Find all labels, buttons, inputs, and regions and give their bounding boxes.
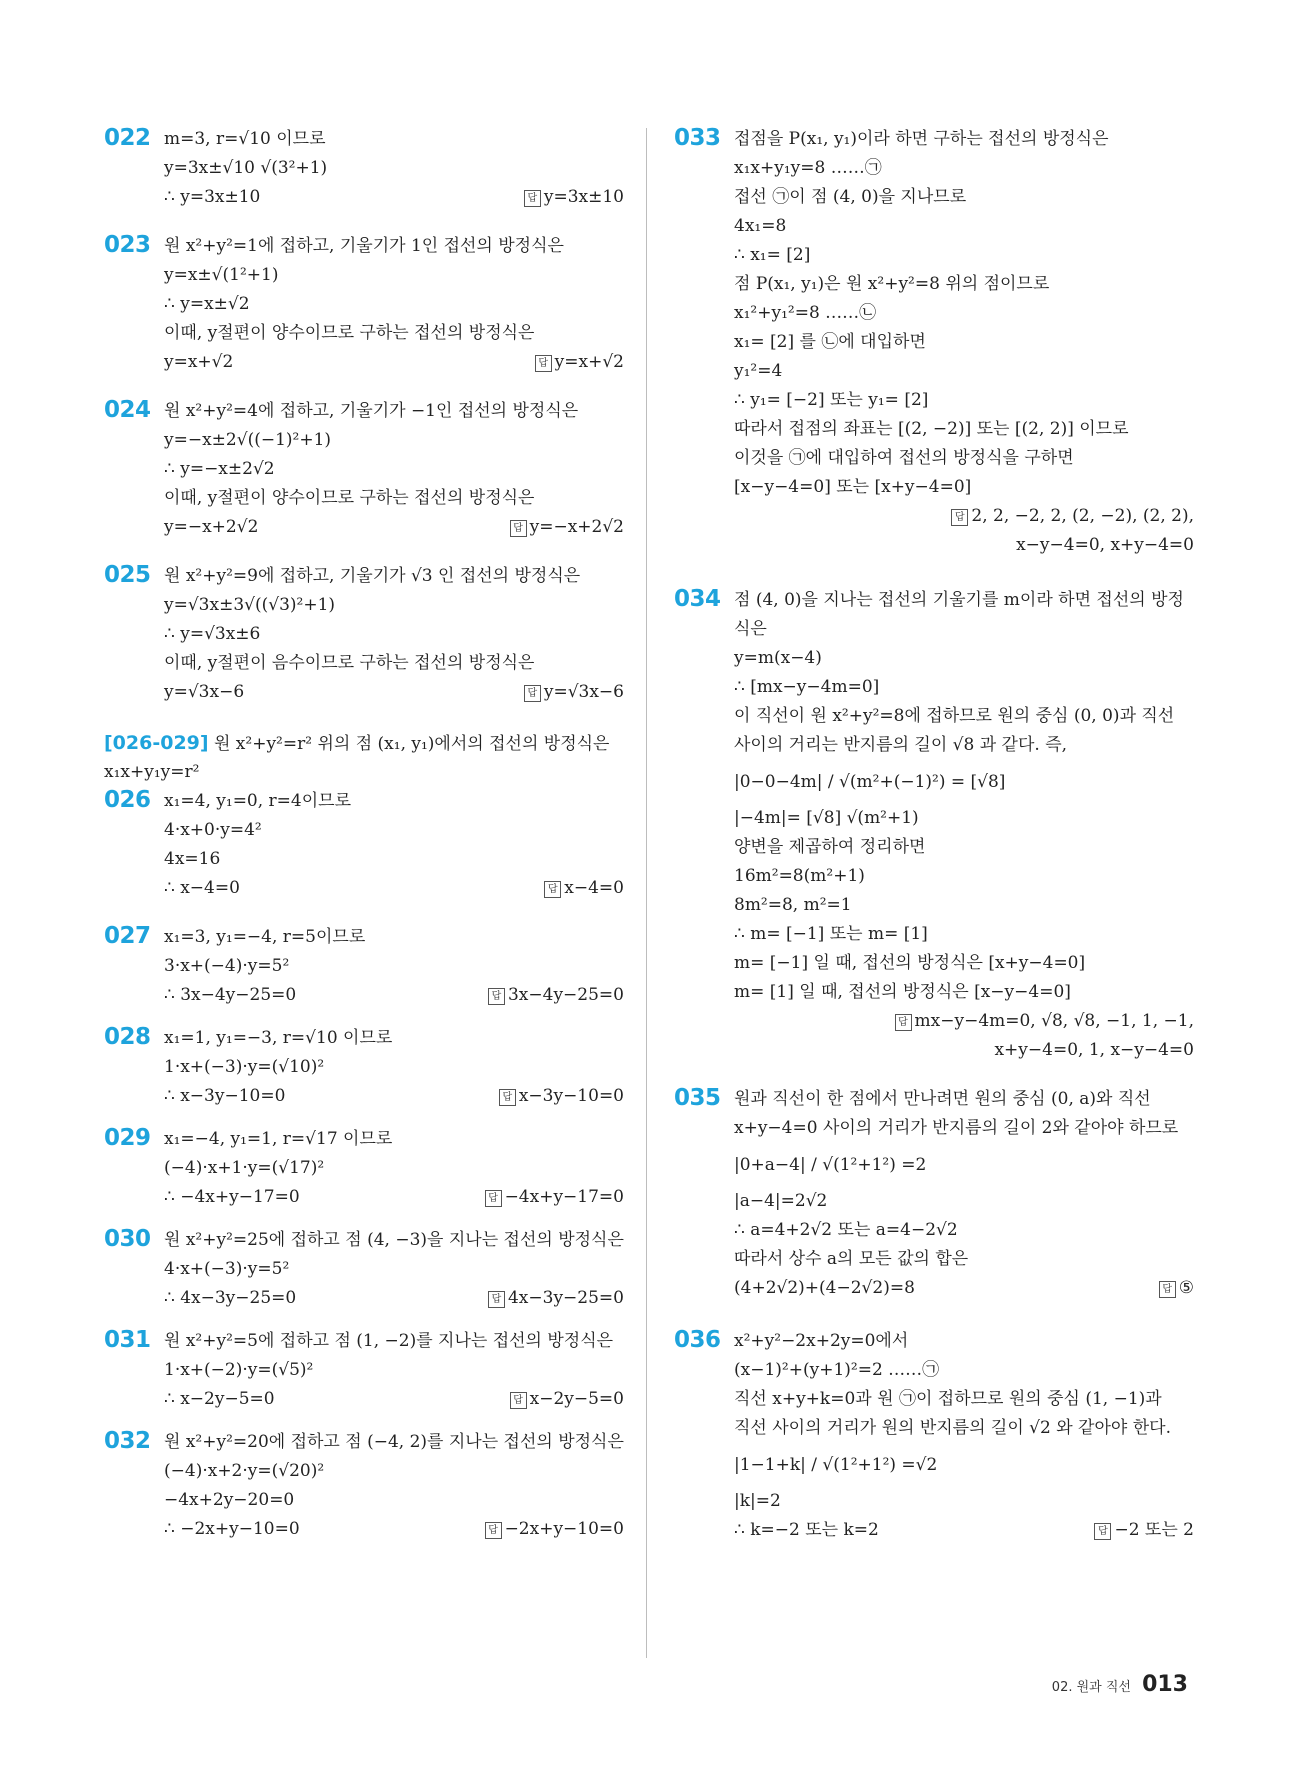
solution-text: y=−x+2√2 <box>164 517 259 537</box>
solution-line <box>164 125 624 154</box>
answer <box>524 183 624 212</box>
answer-value: x−3y−10=0 <box>518 1086 624 1106</box>
solution-line <box>734 702 1194 731</box>
solution-text: (−4)·x+1·y=(√17)² <box>164 1158 325 1178</box>
answer-mark-icon: 답 <box>488 1291 505 1308</box>
answer-mark-icon: 답 <box>499 1089 516 1106</box>
solution-text: 이것을 ㉠에 대입하여 접선의 방정식을 구하면 <box>734 448 1074 468</box>
solution-line <box>734 328 1194 357</box>
solution-text: (−4)·x+2·y=(√20)² <box>164 1461 325 1481</box>
problem-block <box>104 397 624 542</box>
solution-text: 원과 직선이 한 점에서 만나려면 원의 중심 (0, a)와 직선 <box>734 1089 1151 1109</box>
answer-mark-icon: 답 <box>1159 1281 1176 1298</box>
solution-line <box>164 981 624 1010</box>
solution-line <box>734 1516 1194 1545</box>
solution-text: ∴ y₁= [−2] 또는 y₁= [2] <box>734 390 929 410</box>
solution-text: 식은 <box>734 619 767 639</box>
page-number: 013 <box>1142 1672 1188 1697</box>
problem-number: 026 <box>104 787 151 813</box>
answer-value: 3x−4y−25=0 <box>507 985 624 1005</box>
solution-line <box>734 270 1194 299</box>
solution-text: y₁²=4 <box>734 361 783 381</box>
solution-line <box>734 415 1194 444</box>
answer-value: 2, 2, −2, 2, (2, −2), (2, 2), <box>971 506 1194 526</box>
solution-text: 이때, y절편이 음수이므로 구하는 접선의 방정식은 <box>164 653 535 673</box>
solution-text: 4x₁=8 <box>734 216 787 236</box>
solution-line <box>734 1143 1194 1187</box>
solution-line <box>734 357 1194 386</box>
solution-line <box>164 845 624 874</box>
problem-number: 027 <box>104 923 151 949</box>
solution-line <box>164 562 624 591</box>
solution-text: x₁x+y₁y=r² <box>104 762 200 782</box>
solution-line <box>734 644 1194 673</box>
solution-line <box>734 833 1194 862</box>
solution-line <box>164 1024 624 1053</box>
solution-text: m= [1] 일 때, 접선의 방정식은 [x−y−4=0] <box>734 982 1071 1002</box>
problem-block <box>104 1428 624 1544</box>
group-range-label: [026-029] <box>104 732 209 754</box>
solution-text: 8m²=8, m²=1 <box>734 895 852 915</box>
solution-line <box>164 261 624 290</box>
answer-mark-icon: 답 <box>535 355 552 372</box>
solution-line <box>164 1428 624 1457</box>
answer <box>1094 1516 1194 1545</box>
solution-line <box>164 952 624 981</box>
solution-line <box>164 923 624 952</box>
solution-line <box>164 787 624 816</box>
solution-text: 1·x+(−2)·y=(√5)² <box>164 1360 314 1380</box>
answer-value: −2x+y−10=0 <box>504 1519 624 1539</box>
solution-text: (4+2√2)+(4−2√2)=8 <box>734 1278 915 1298</box>
solution-text: 원 x²+y²=4에 접하고, 기울기가 −1인 접선의 방정식은 <box>164 401 579 421</box>
answer-line <box>734 502 1194 531</box>
solution-text: (x−1)²+(y+1)²=2 ……㉠ <box>734 1360 940 1380</box>
problem-block <box>104 562 624 707</box>
solution-text: y=√3x−6 <box>164 682 245 702</box>
solution-text: 3·x+(−4)·y=5² <box>164 956 290 976</box>
answer-value: y=−x+2√2 <box>529 517 624 537</box>
solution-line <box>104 729 624 758</box>
answer <box>488 1284 624 1313</box>
answer <box>499 1082 624 1111</box>
solution-text: ∴ y=3x±10 <box>164 187 261 207</box>
problem-number: 036 <box>674 1327 721 1353</box>
solution-text: y=−x±2√((−1)²+1) <box>164 430 332 450</box>
problem-block <box>104 1327 624 1414</box>
solution-text: ∴ −4x+y−17=0 <box>164 1187 300 1207</box>
answer-mark-icon: 답 <box>510 1392 527 1409</box>
section-label: 02. 원과 직선 <box>1051 1680 1131 1695</box>
solution-line <box>734 444 1194 473</box>
solution-text: ∴ m= [−1] 또는 m= [1] <box>734 924 928 944</box>
solution-text: 사이의 거리는 반지름의 길이 √8 과 같다. 즉, <box>734 735 1068 755</box>
solution-text: 따라서 상수 a의 모든 값의 합은 <box>734 1249 969 1269</box>
solution-line <box>164 426 624 455</box>
solution-line <box>164 513 624 542</box>
problem-number: 028 <box>104 1024 151 1050</box>
solution-text: 원 x²+y²=r² 위의 점 (x₁, y₁)에서의 접선의 방정식은 <box>213 734 610 754</box>
solution-line <box>164 1356 624 1385</box>
solution-line <box>164 484 624 513</box>
solution-text: |a−4|=2√2 <box>734 1191 828 1211</box>
solution-text: ∴ x−3y−10=0 <box>164 1086 286 1106</box>
solution-text: |0+a−4| / √(1²+1²) =2 <box>734 1155 927 1175</box>
solution-line <box>164 874 624 903</box>
solution-line <box>734 804 1194 833</box>
solution-text: x₁=3, y₁=−4, r=5이므로 <box>164 927 366 947</box>
answer-value: −2 또는 2 <box>1114 1520 1194 1540</box>
solution-text: ∴ x−2y−5=0 <box>164 1389 275 1409</box>
solution-line <box>164 348 624 377</box>
solution-line <box>164 397 624 426</box>
answer-value: y=√3x−6 <box>543 682 624 702</box>
solution-text: 점 (4, 0)을 지나는 접선의 기울기를 m이라 하면 접선의 방정 <box>734 590 1184 610</box>
answer-mark-icon: 답 <box>510 520 527 537</box>
solution-line <box>164 816 624 845</box>
answer-value: x+y−4=0, 1, x−y−4=0 <box>994 1040 1194 1060</box>
solution-line <box>734 473 1194 502</box>
solution-line <box>734 949 1194 978</box>
solution-text: ∴ 4x−3y−25=0 <box>164 1288 297 1308</box>
solution-text: x₁=4, y₁=0, r=4이므로 <box>164 791 352 811</box>
solution-line <box>734 154 1194 183</box>
solution-line <box>164 290 624 319</box>
problem-number: 025 <box>104 562 151 588</box>
solution-line <box>164 1154 624 1183</box>
answer-line <box>734 1007 1194 1036</box>
answer-value: x−4=0 <box>564 878 624 898</box>
solution-line <box>734 862 1194 891</box>
problem-block <box>104 232 624 377</box>
solution-line <box>734 212 1194 241</box>
solution-line <box>734 241 1194 270</box>
solution-text: x₁x+y₁y=8 ……㉠ <box>734 158 882 178</box>
solution-text: 이때, y절편이 양수이므로 구하는 접선의 방정식은 <box>164 488 535 508</box>
answer-value: −4x+y−17=0 <box>504 1187 624 1207</box>
solution-text: ∴ a=4+2√2 또는 a=4−2√2 <box>734 1220 958 1240</box>
answer-mark-icon: 답 <box>544 881 561 898</box>
solution-line <box>164 1515 624 1544</box>
solution-text: 이때, y절편이 양수이므로 구하는 접선의 방정식은 <box>164 323 535 343</box>
solution-text: 4·x+0·y=4² <box>164 820 262 840</box>
solution-text: x+y−4=0 사이의 거리가 반지름의 길이 2와 같아야 하므로 <box>734 1118 1179 1138</box>
solution-text: 원 x²+y²=9에 접하고, 기울기가 √3 인 접선의 방정식은 <box>164 566 581 586</box>
solution-text: 점 P(x₁, y₁)은 원 x²+y²=8 위의 점이므로 <box>734 274 1050 294</box>
solution-line <box>164 591 624 620</box>
problem-block <box>104 1024 624 1111</box>
solution-text: |0−0−4m| / √(m²+(−1)²) = [√8] <box>734 772 1006 792</box>
solution-line <box>164 1486 624 1515</box>
solution-line <box>734 1216 1194 1245</box>
solution-line <box>734 125 1194 154</box>
solution-line <box>734 760 1194 804</box>
solution-line <box>104 758 624 787</box>
solution-line <box>164 1255 624 1284</box>
solution-line <box>734 1245 1194 1274</box>
solution-line <box>164 1226 624 1255</box>
solution-text: 직선 사이의 거리가 원의 반지름의 길이 √2 와 같아야 한다. <box>734 1418 1171 1438</box>
solution-text: ∴ 3x−4y−25=0 <box>164 985 297 1005</box>
answer-block <box>734 502 1194 560</box>
solution-line <box>164 455 624 484</box>
solution-text: 접점을 P(x₁, y₁)이라 하면 구하는 접선의 방정식은 <box>734 129 1109 149</box>
answer-mark-icon: 답 <box>1094 1523 1111 1540</box>
solution-line <box>734 1385 1194 1414</box>
right-column <box>674 125 1194 1545</box>
solution-text: 원 x²+y²=20에 접하고 점 (−4, 2)를 지나는 접선의 방정식은 <box>164 1432 624 1452</box>
solution-text: ∴ y=x±√2 <box>164 294 250 314</box>
solution-line <box>734 1414 1194 1443</box>
solution-line <box>734 586 1194 615</box>
solution-text: 4x=16 <box>164 849 221 869</box>
solution-line <box>164 1457 624 1486</box>
solution-line <box>164 1082 624 1111</box>
solution-text: x₁= [2] 를 ㉡에 대입하면 <box>734 332 926 352</box>
solution-text: ∴ [mx−y−4m=0] <box>734 677 880 697</box>
solution-text: 접선 ㉠이 점 (4, 0)을 지나므로 <box>734 187 967 207</box>
solution-text: 직선 x+y+k=0과 원 ㉠이 접하므로 원의 중심 (1, −1)과 <box>734 1389 1162 1409</box>
problem-block <box>674 1085 1194 1303</box>
answer-mark-icon: 답 <box>485 1522 502 1539</box>
problem-number: 022 <box>104 125 151 151</box>
problem-number: 029 <box>104 1125 151 1151</box>
solution-text: 4·x+(−3)·y=5² <box>164 1259 290 1279</box>
answer <box>485 1183 624 1212</box>
problem-number: 023 <box>104 232 151 258</box>
solution-line <box>734 1327 1194 1356</box>
solution-text: 원 x²+y²=1에 접하고, 기울기가 1인 접선의 방정식은 <box>164 236 564 256</box>
answer-value: x−2y−5=0 <box>529 1389 624 1409</box>
solution-line <box>164 154 624 183</box>
solution-text: 이 직선이 원 x²+y²=8에 접하므로 원의 중심 (0, 0)과 직선 <box>734 706 1175 726</box>
answer-mark-icon: 답 <box>485 1190 502 1207</box>
answer <box>524 678 624 707</box>
problem-block <box>104 787 624 903</box>
answer-mark-icon: 답 <box>488 988 505 1005</box>
solution-line <box>164 319 624 348</box>
problem-block <box>674 1327 1194 1545</box>
solution-line <box>164 649 624 678</box>
solution-text: y=x±√(1²+1) <box>164 265 279 285</box>
solution-line <box>164 1053 624 1082</box>
solution-text: ∴ x−4=0 <box>164 878 240 898</box>
problem-number: 033 <box>674 125 721 151</box>
solution-text: x²+y²−2x+2y=0에서 <box>734 1331 909 1351</box>
solution-text: x₁=−4, y₁=1, r=√17 이므로 <box>164 1129 393 1149</box>
answer <box>510 513 624 542</box>
problem-number: 035 <box>674 1085 721 1111</box>
solution-text: [x−y−4=0] 또는 [x+y−4=0] <box>734 477 972 497</box>
solution-line <box>734 673 1194 702</box>
solution-line <box>734 299 1194 328</box>
solution-line <box>164 1327 624 1356</box>
answer-value: x−y−4=0, x+y−4=0 <box>1016 535 1194 555</box>
solution-text: x₁²+y₁²=8 ……㉡ <box>734 303 877 323</box>
problem-block <box>104 1125 624 1212</box>
solution-text: y=m(x−4) <box>734 648 822 668</box>
solution-line <box>734 615 1194 644</box>
problem-number: 031 <box>104 1327 151 1353</box>
solution-text: 16m²=8(m²+1) <box>734 866 865 886</box>
solution-text: ∴ y=√3x±6 <box>164 624 261 644</box>
answer-value: y=3x±10 <box>543 187 624 207</box>
solution-text: 원 x²+y²=5에 접하고 점 (1, −2)를 지나는 접선의 방정식은 <box>164 1331 614 1351</box>
problem-block <box>104 1226 624 1313</box>
solution-text: 따라서 접점의 좌표는 [(2, −2)] 또는 [(2, 2)] 이므로 <box>734 419 1129 439</box>
problem-number: 030 <box>104 1226 151 1252</box>
solution-text: 원 x²+y²=25에 접하고 점 (4, −3)을 지나는 접선의 방정식은 <box>164 1230 624 1250</box>
problem-number: 034 <box>674 586 721 612</box>
answer-block <box>734 1007 1194 1065</box>
solution-text: 양변을 제곱하여 정리하면 <box>734 837 926 857</box>
solution-line <box>734 891 1194 920</box>
answer <box>510 1385 624 1414</box>
answer <box>1159 1274 1194 1303</box>
solution-line <box>734 920 1194 949</box>
answer-value: 4x−3y−25=0 <box>507 1288 624 1308</box>
answer <box>544 874 624 903</box>
solution-text: ∴ k=−2 또는 k=2 <box>734 1520 879 1540</box>
problem-group-header <box>104 729 624 787</box>
solution-text: ∴ y=−x±2√2 <box>164 459 275 479</box>
solution-line <box>734 183 1194 212</box>
answer-mark-icon: 답 <box>524 685 541 702</box>
solution-text: ∴ −2x+y−10=0 <box>164 1519 300 1539</box>
problem-number: 032 <box>104 1428 151 1454</box>
answer <box>535 348 624 377</box>
solution-line <box>734 978 1194 1007</box>
answer-value: y=x+√2 <box>554 352 624 372</box>
solution-text: m=3, r=√10 이므로 <box>164 129 326 149</box>
solution-line <box>734 1356 1194 1385</box>
solution-line <box>734 1487 1194 1516</box>
solution-text: |1−1+k| / √(1²+1²) =√2 <box>734 1455 938 1475</box>
problem-block <box>104 125 624 212</box>
solution-text: |k|=2 <box>734 1491 781 1511</box>
answer-mark-icon: 답 <box>895 1014 912 1031</box>
answer <box>485 1515 624 1544</box>
solution-text: 1·x+(−3)·y=(√10)² <box>164 1057 325 1077</box>
column-divider <box>646 128 647 1658</box>
solution-line <box>164 232 624 261</box>
solution-line <box>734 1114 1194 1143</box>
answer <box>488 981 624 1010</box>
answer-value: ⑤ <box>1178 1278 1194 1298</box>
answer-line <box>734 1036 1194 1065</box>
solution-line <box>164 183 624 212</box>
problem-block <box>104 923 624 1010</box>
answer-mark-icon: 답 <box>951 509 968 526</box>
solution-line <box>164 1385 624 1414</box>
solution-line <box>734 1443 1194 1487</box>
answer-line <box>734 531 1194 560</box>
page-footer <box>1052 1672 1188 1697</box>
solution-text: ∴ x₁= [2] <box>734 245 811 265</box>
solution-text: y=3x±√10 √(3²+1) <box>164 158 328 178</box>
left-column <box>104 125 624 1544</box>
problem-block <box>674 586 1194 1065</box>
solution-line <box>164 620 624 649</box>
answer-mark-icon: 답 <box>524 190 541 207</box>
solution-text: m= [−1] 일 때, 접선의 방정식은 [x+y−4=0] <box>734 953 1086 973</box>
solution-line <box>164 1284 624 1313</box>
solution-line <box>734 1274 1194 1303</box>
solution-line <box>164 678 624 707</box>
solution-line <box>164 1125 624 1154</box>
problem-block <box>674 125 1194 560</box>
solution-text: y=√3x±3√((√3)²+1) <box>164 595 336 615</box>
answer-value: mx−y−4m=0, √8, √8, −1, 1, −1, <box>914 1011 1194 1031</box>
solution-text: x₁=1, y₁=−3, r=√10 이므로 <box>164 1028 393 1048</box>
solution-line <box>164 1183 624 1212</box>
solution-line <box>734 386 1194 415</box>
solution-line <box>734 1187 1194 1216</box>
solution-line <box>734 731 1194 760</box>
solution-line <box>734 1085 1194 1114</box>
problem-number: 024 <box>104 397 151 423</box>
solution-text: y=x+√2 <box>164 352 234 372</box>
solution-text: −4x+2y−20=0 <box>164 1490 295 1510</box>
solution-text: |−4m|= [√8] √(m²+1) <box>734 808 919 828</box>
